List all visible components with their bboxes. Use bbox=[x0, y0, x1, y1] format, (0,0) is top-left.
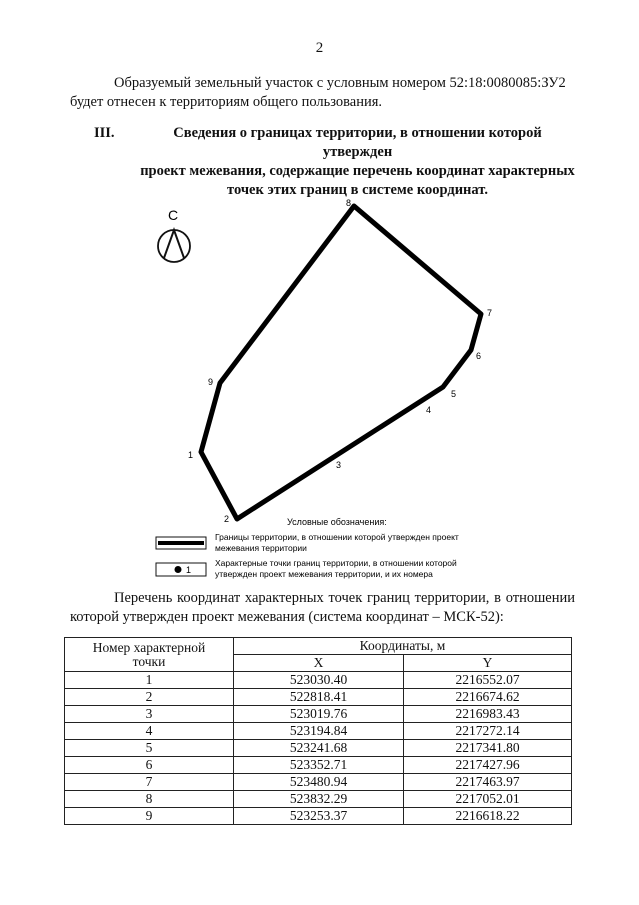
header-y: Y bbox=[404, 655, 572, 672]
point-label: 8 bbox=[346, 198, 352, 208]
cell-x: 523019.76 bbox=[234, 706, 404, 723]
point-symbol bbox=[156, 563, 206, 576]
territory-boundary bbox=[201, 206, 481, 519]
cell-point: 5 bbox=[65, 740, 234, 757]
paragraph-line: Образуемый земельный участок с условным номером 52:18:0080085:ЗУ2 bbox=[114, 75, 566, 91]
section-number: III. bbox=[94, 125, 115, 141]
legend-boundary-text: Границы территории, в отношении которой утвержден проект bbox=[215, 532, 459, 542]
coordinates-intro bbox=[70, 589, 575, 627]
table-row bbox=[65, 791, 572, 808]
table-row bbox=[65, 808, 572, 825]
point-label: 7 bbox=[487, 308, 493, 318]
cell-point: 4 bbox=[65, 723, 234, 740]
cell-x: 522818.41 bbox=[234, 689, 404, 706]
point-label: 3 bbox=[336, 460, 342, 470]
table-row bbox=[65, 757, 572, 774]
cell-x: 523030.40 bbox=[234, 672, 404, 689]
cell-y: 2217272.14 bbox=[404, 723, 572, 740]
paragraph-land-plot bbox=[70, 74, 575, 112]
cell-x: 523480.94 bbox=[234, 774, 404, 791]
header-x: X bbox=[234, 655, 404, 672]
header-coordinates: Координаты, м bbox=[234, 638, 572, 655]
cell-x: 523194.84 bbox=[234, 723, 404, 740]
north-arrow-icon bbox=[158, 207, 190, 262]
cell-point: 2 bbox=[65, 689, 234, 706]
section-title bbox=[140, 124, 575, 200]
point-label: 4 bbox=[426, 405, 432, 415]
paragraph-line: будет отнесен к территориям общего пользования. bbox=[70, 94, 383, 110]
table-row bbox=[65, 774, 572, 791]
point-label: 6 bbox=[476, 351, 482, 361]
cell-y: 2217427.96 bbox=[404, 757, 572, 774]
cell-point: 3 bbox=[65, 706, 234, 723]
table-row bbox=[65, 723, 572, 740]
cell-point: 7 bbox=[65, 774, 234, 791]
north-label: С bbox=[167, 207, 179, 223]
table-row bbox=[65, 689, 572, 706]
boundary-map bbox=[0, 190, 639, 585]
cell-y: 2217463.97 bbox=[404, 774, 572, 791]
section-heading bbox=[70, 124, 575, 200]
legend-points-text: утвержден проект межевания территории, и их номера bbox=[215, 569, 433, 579]
map-legend bbox=[156, 517, 459, 579]
cell-point: 9 bbox=[65, 808, 234, 825]
cell-y: 2217052.01 bbox=[404, 791, 572, 808]
cell-y: 2216674.62 bbox=[404, 689, 572, 706]
cell-y: 2216618.22 bbox=[404, 808, 572, 825]
point-label: 1 bbox=[188, 450, 194, 460]
coordinates-table bbox=[64, 637, 572, 825]
table-row bbox=[65, 740, 572, 757]
boundary-line-symbol bbox=[156, 537, 206, 549]
intro-line: которой утвержден проект межевания (система координат – МСК-52): bbox=[70, 609, 504, 625]
legend-point-number: 1 bbox=[186, 565, 192, 575]
cell-y: 2217341.80 bbox=[404, 740, 572, 757]
legend-points-text: Характерные точки границ территории, в отношении которой bbox=[215, 558, 457, 568]
cell-point: 1 bbox=[65, 672, 234, 689]
cell-x: 523241.68 bbox=[234, 740, 404, 757]
legend-boundary-text: межевания территории bbox=[215, 543, 307, 553]
section-title-line: точек этих границ в системе координат. bbox=[227, 182, 488, 198]
cell-point: 8 bbox=[65, 791, 234, 808]
header-point-number: Номер характерной точки bbox=[65, 638, 234, 672]
cell-point: 6 bbox=[65, 757, 234, 774]
cell-y: 2216983.43 bbox=[404, 706, 572, 723]
cell-x: 523253.37 bbox=[234, 808, 404, 825]
section-title-line: проект межевания, содержащие перечень координат характерных bbox=[140, 163, 575, 179]
point-label: 9 bbox=[208, 377, 214, 387]
intro-line: Перечень координат характерных точек границ территории, в отношении bbox=[114, 590, 575, 606]
table-row bbox=[65, 672, 572, 689]
section-title-line: Сведения о границах территории, в отношении которой утвержден bbox=[173, 125, 542, 160]
point-label: 2 bbox=[224, 514, 230, 524]
cell-y: 2216552.07 bbox=[404, 672, 572, 689]
page-number: 2 bbox=[315, 40, 324, 56]
legend-title: Условные обозначения: bbox=[287, 517, 387, 527]
cell-x: 523352.71 bbox=[234, 757, 404, 774]
point-label: 5 bbox=[451, 389, 457, 399]
table-row bbox=[65, 706, 572, 723]
cell-x: 523832.29 bbox=[234, 791, 404, 808]
